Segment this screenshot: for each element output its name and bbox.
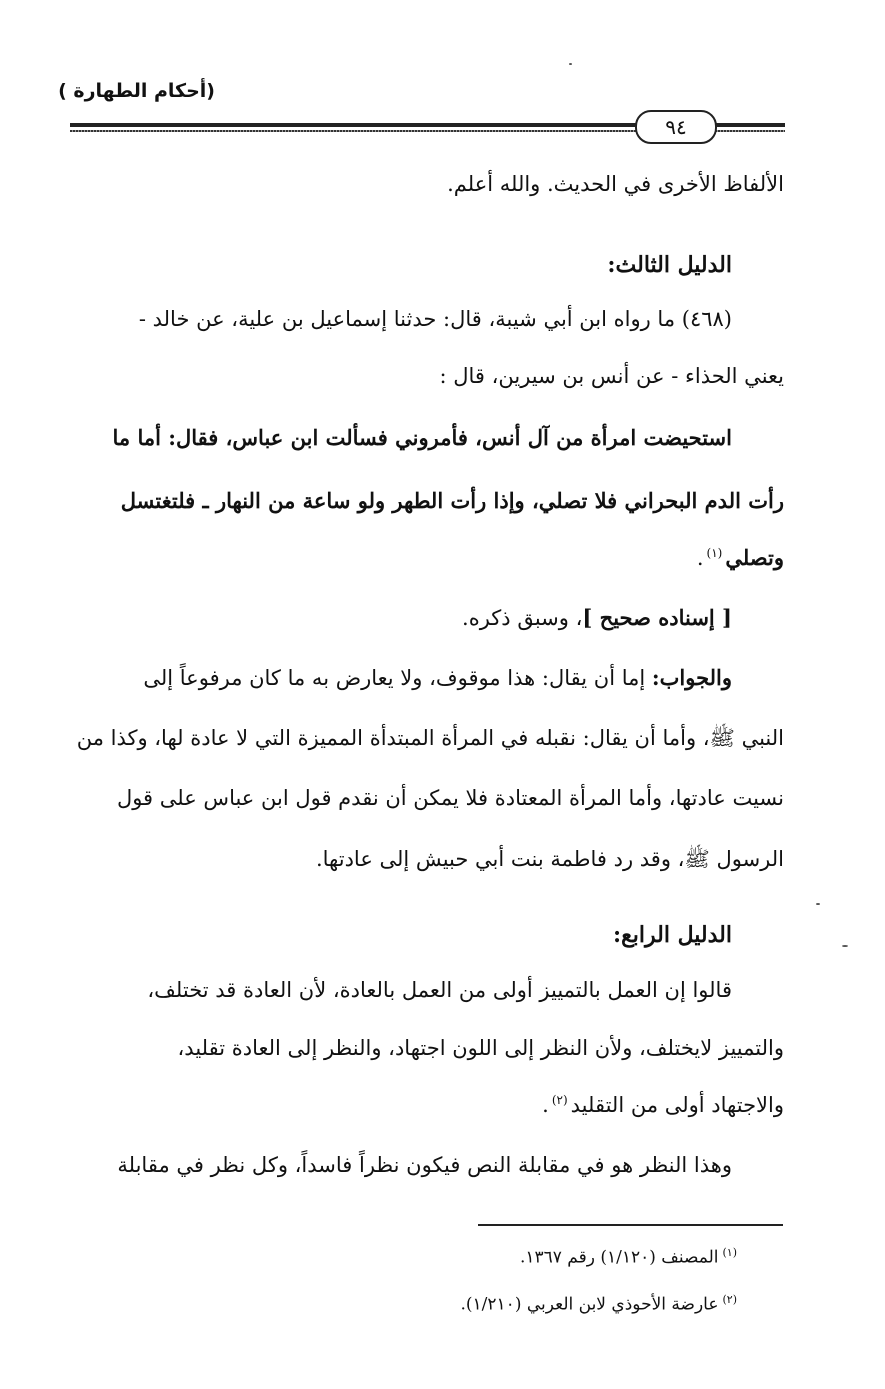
grading-line xyxy=(62,605,784,630)
paragraph-line: وهذا النظر هو في مقابلة النص فيكون نظراً فاسداً، وكل نظر في مقابلة xyxy=(117,1153,732,1177)
isnad-grading: [ إسناده صحيح ] xyxy=(582,605,732,630)
paragraph-line: الألفاظ الأخرى في الحديث. والله أعلم. xyxy=(447,172,784,196)
footnote-text: المصنف (١/١٢٠) رقم ١٣٦٧. xyxy=(519,1247,719,1268)
scan-speck xyxy=(842,945,848,947)
hadith-quote-line xyxy=(62,545,784,570)
paragraph-line: قالوا إن العمل بالتمييز أولى من العمل بالعادة، لأن العادة قد تختلف، xyxy=(147,978,732,1002)
footnote xyxy=(137,1293,737,1315)
hadith-quote-line: استحيضت امرأة من آل أنس، فأمروني فسألت ابن عباس، فقال: أما ما xyxy=(112,425,732,450)
paragraph-line: يعني الحذاء - عن أنس بن سيرين، قال : xyxy=(439,364,784,388)
hadith-quote-line: رأت الدم البحراني فلا تصلي، وإذا رأت الطهر ولو ساعة من النهار ـ فلتغتسل xyxy=(120,488,784,513)
paragraph-line: (٤٦٨) ما رواه ابن أبي شيبة، قال: حدثنا إسماعيل بن علية، عن خالد - xyxy=(138,307,732,331)
paragraph-line xyxy=(62,665,784,690)
answer-text: إما أن يقال: هذا موقوف، ولا يعارض به ما كان مرفوعاً إلى xyxy=(143,666,652,690)
scan-speck xyxy=(816,903,820,905)
footnote-ref: (١) xyxy=(706,546,723,560)
quote-end-punct: . xyxy=(696,546,704,570)
footnote xyxy=(137,1246,737,1268)
answer-label: والجواب: xyxy=(651,665,732,690)
paragraph-line xyxy=(62,1093,784,1117)
isnad-note: ، وسبق ذكره. xyxy=(462,606,583,630)
footnote-mark: (٢) xyxy=(722,1293,737,1306)
paragraph-line: والتمييز لايختلف، ولأن النظر إلى اللون اجتهاد، والنظر إلى العادة تقليد، xyxy=(177,1036,784,1060)
quote-end-text: وتصلي xyxy=(725,545,784,570)
page-number: ٩٤ xyxy=(635,110,717,144)
footnote-text: عارضة الأحوذي لابن العربي (١/٢١٠). xyxy=(460,1294,719,1315)
section-heading: الدليل الثالث: xyxy=(607,252,732,278)
footnote-separator xyxy=(478,1224,783,1226)
paragraph-line: النبي ﷺ، وأما أن يقال: نقبله في المرأة المبتدأة المميزة التي لا عادة لها، وكذا من xyxy=(76,726,784,750)
paragraph-line: الرسول ﷺ، وقد رد فاطمة بنت أبي حبيش إلى عادتها. xyxy=(315,847,784,871)
paragraph-line: نسيت عادتها، وأما المرأة المعتادة فلا يمكن أن نقدم قول ابن عباس على قول xyxy=(116,786,784,810)
section-heading: الدليل الرابع: xyxy=(612,922,732,948)
paragraph-end-punct: . xyxy=(542,1093,549,1117)
paragraph-end-text: والاجتهاد أولى من التقليد xyxy=(570,1093,784,1117)
running-header-title: (أحكام الطهارة ) xyxy=(58,80,215,102)
footnote-ref: (٢) xyxy=(551,1093,568,1107)
scan-speck xyxy=(569,63,572,65)
footnote-mark: (١) xyxy=(722,1246,737,1259)
